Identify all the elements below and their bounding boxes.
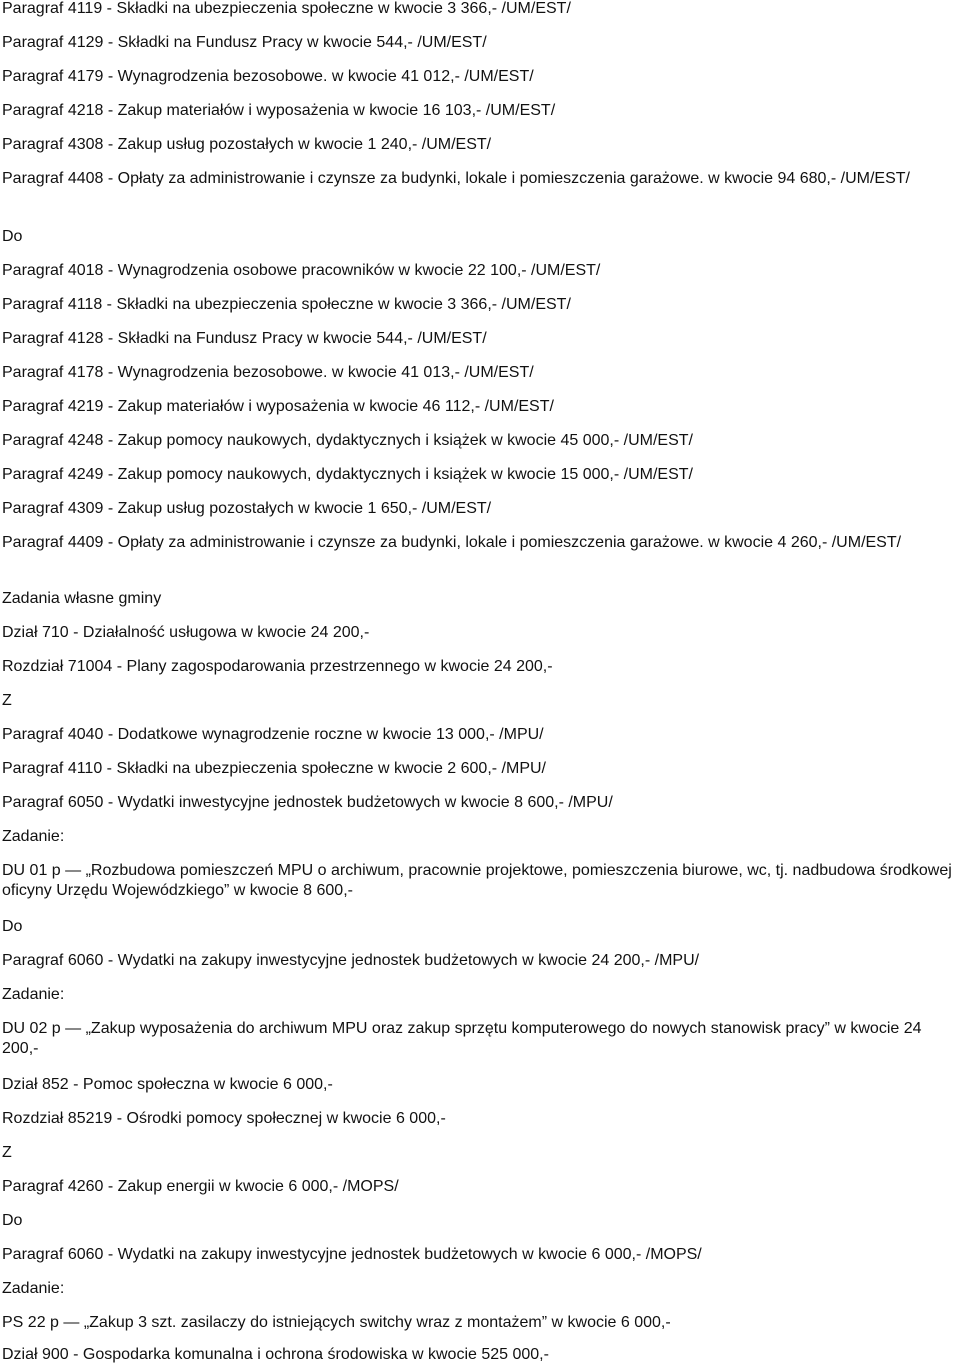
section-marker: Zadanie: [2,986,65,1003]
text-line: Paragraf 4218 - Zakup materiałów i wyposażenia w kwocie 16 103,- /UM/EST/ [2,102,556,119]
section-heading: Zadania własne gminy [2,590,162,607]
text-line: Dział 710 - Działalność usługowa w kwocie 24 200,- [2,624,370,641]
text-line: Paragraf 4119 - Składki na ubezpieczenia społeczne w kwocie 3 366,- /UM/EST/ [2,0,571,17]
text-line: Paragraf 4129 - Składki na Fundusz Pracy w kwocie 544,- /UM/EST/ [2,34,487,51]
section-marker: Do [2,918,23,935]
text-line: Paragraf 6050 - Wydatki inwestycyjne jednostek budżetowych w kwocie 8 600,- /MPU/ [2,794,613,811]
text-line: Paragraf 6060 - Wydatki na zakupy inwestycyjne jednostek budżetowych w kwocie 6 000,- /MOPS/ [2,1246,702,1263]
text-line: Paragraf 4178 - Wynagrodzenia bezosobowe. w kwocie 41 013,- /UM/EST/ [2,364,534,381]
task-description: PS 22 p — „Zakup 3 szt. zasilaczy do istniejących switchy wraz z montażem” w kwocie 6 000,- [2,1314,671,1331]
text-line: Paragraf 4018 - Wynagrodzenia osobowe pracowników w kwocie 22 100,- /UM/EST/ [2,262,601,279]
section-marker: Z [2,1144,12,1161]
task-description: DU 02 p — „Zakup wyposażenia do archiwum MPU oraz zakup sprzętu komputerowego do nowych stanowisk pracy” w kwocie 24 200,- [2,1020,922,1057]
text-line: Paragraf 6060 - Wydatki na zakupy inwestycyjne jednostek budżetowych w kwocie 24 200,- /MPU/ [2,952,700,969]
text-line: Paragraf 4110 - Składki na ubezpieczenia społeczne w kwocie 2 600,- /MPU/ [2,760,546,777]
text-line: Paragraf 4260 - Zakup energii w kwocie 6 000,- /MOPS/ [2,1178,399,1195]
text-line: Paragraf 4248 - Zakup pomocy naukowych, dydaktycznych i książek w kwocie 45 000,- /UM/EST/ [2,432,693,449]
text-line: Rozdział 85219 - Ośrodki pomocy społecznej w kwocie 6 000,- [2,1110,446,1127]
text-line: Paragraf 4409 - Opłaty za administrowanie i czynsze za budynki, lokale i pomieszczenia garażowe. w kwocie 4 260,- /UM/EST/ [2,534,902,551]
section-marker: Zadanie: [2,1280,65,1297]
text-line: Dział 852 - Pomoc społeczna w kwocie 6 000,- [2,1076,333,1093]
section-marker: Zadanie: [2,828,65,845]
text-line: Paragraf 4249 - Zakup pomocy naukowych, dydaktycznych i książek w kwocie 15 000,- /UM/EST/ [2,466,693,483]
section-marker: Do [2,1212,23,1229]
text-line: Paragraf 4308 - Zakup usług pozostałych w kwocie 1 240,- /UM/EST/ [2,136,492,153]
section-marker: Z [2,692,12,709]
text-line: Paragraf 4408 - Opłaty za administrowanie i czynsze za budynki, lokale i pomieszczenia garażowe. w kwocie 94 680,- /UM/EST/ [2,170,910,187]
text-line: Paragraf 4309 - Zakup usług pozostałych w kwocie 1 650,- /UM/EST/ [2,500,492,517]
text-line: Rozdział 71004 - Plany zagospodarowania przestrzennego w kwocie 24 200,- [2,658,553,675]
text-line: Dział 900 - Gospodarka komunalna i ochrona środowiska w kwocie 525 000,- [2,1346,549,1363]
text-line: Paragraf 4219 - Zakup materiałów i wyposażenia w kwocie 46 112,- /UM/EST/ [2,398,554,415]
task-description: DU 01 p — „Rozbudowa pomieszczeń MPU o archiwum, pracownie projektowe, pomieszczenia biurowe, wc, tj. nadbudowa środkowej oficyny Urzędu Wojewódzkiego” w kwocie 8 600,- [2,862,952,899]
text-line: Paragraf 4128 - Składki na Fundusz Pracy w kwocie 544,- /UM/EST/ [2,330,487,347]
text-line: Paragraf 4040 - Dodatkowe wynagrodzenie roczne w kwocie 13 000,- /MPU/ [2,726,544,743]
text-line: Paragraf 4179 - Wynagrodzenia bezosobowe. w kwocie 41 012,- /UM/EST/ [2,68,534,85]
text-line: Paragraf 4118 - Składki na ubezpieczenia społeczne w kwocie 3 366,- /UM/EST/ [2,296,571,313]
section-marker: Do [2,228,23,245]
